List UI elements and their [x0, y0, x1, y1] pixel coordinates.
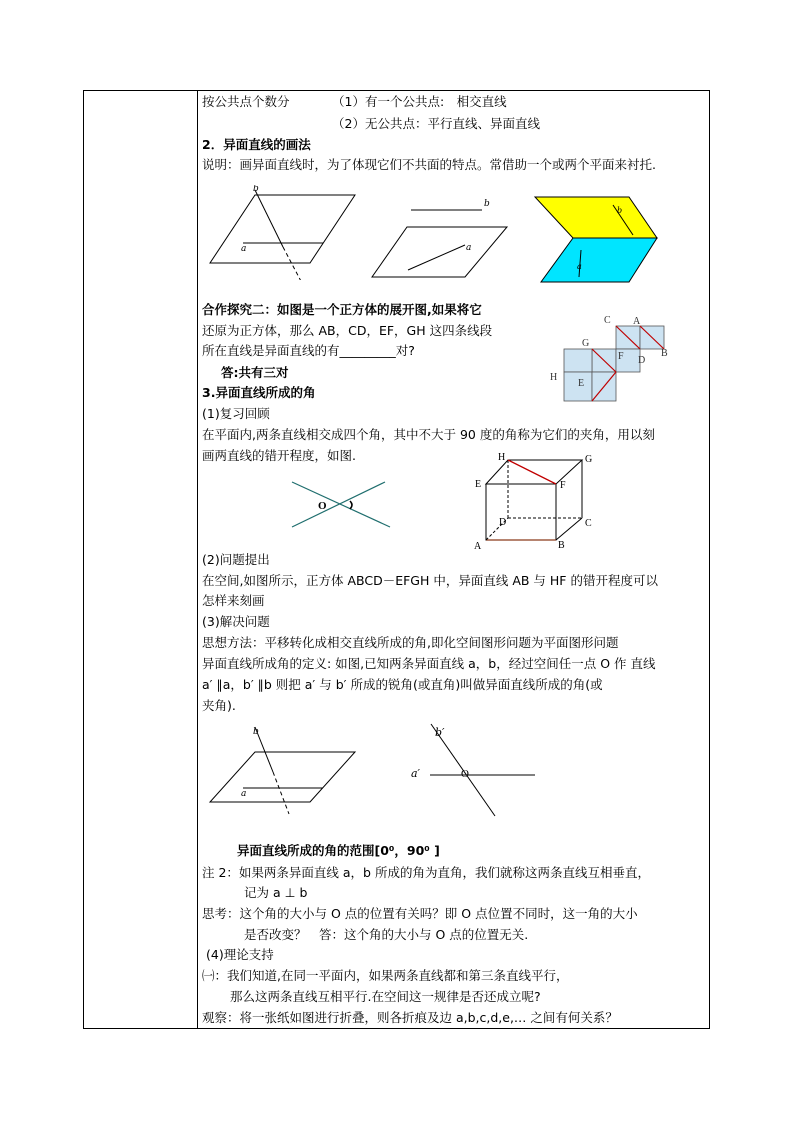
- label-b: b: [617, 206, 623, 215]
- two-planes-figure: [533, 195, 663, 290]
- skew-lines-figure-2: [370, 190, 510, 280]
- review-heading: (1)复习回顾: [202, 406, 270, 421]
- skew-lines-figure-3: [205, 722, 365, 817]
- net-label-F: F: [618, 351, 624, 362]
- column-divider: [197, 90, 198, 1029]
- cube-label-G: G: [585, 454, 593, 465]
- label-b: b: [484, 199, 490, 209]
- translated-lines-figure: [405, 720, 540, 820]
- net-label-A: A: [633, 316, 641, 327]
- cube-label-E: E: [475, 479, 482, 490]
- label-a: a: [466, 243, 472, 253]
- net-label-H: H: [550, 372, 558, 383]
- coop-line-1: 合作探究二：如图是一个正方体的展开图,如果将它: [202, 302, 482, 317]
- definition-line-2: a′ ∥a，b′ ∥b 则把 a′ 与 b′ 所成的锐角(或直角)叫做异面直线所成的角(或: [202, 677, 603, 692]
- label-b-prime: b′: [435, 726, 445, 739]
- think-line-1: 思考：这个角的大小与 O 点的位置有关吗？即 O 点位置不同时，这一角的大小: [202, 906, 638, 921]
- question-line-2: 怎样来刻画: [202, 593, 265, 608]
- label-b: b: [253, 727, 259, 737]
- theory-heading: (4)理论支持: [206, 947, 274, 962]
- cube-label-F: F: [560, 480, 566, 491]
- section-heading-2: 2．异面直线的画法: [202, 137, 311, 152]
- review-line-1: 在平面内,两条直线相交成四个角，其中不大于 90 度的角称为它们的夹角，用以刻: [202, 427, 655, 442]
- classify-label: 按公共点个数分: [202, 94, 290, 109]
- note-2-line-1: 注 2：如果两条异面直线 a，b 所成的角为直角，我们就称这两条直线互相垂直，: [202, 865, 650, 880]
- theory-line-2: 那么这两条直线互相平行.在空间这一规律是否还成立呢?: [230, 989, 541, 1004]
- section-heading-3: 3.异面直线所成的角: [202, 385, 316, 400]
- net-label-G: G: [582, 338, 590, 349]
- cube-label-B: B: [558, 540, 565, 551]
- label-O: O: [318, 500, 327, 512]
- theory-line-1: ㈠：我们知道,在同一平面内，如果两条直线都和第三条直线平行，: [202, 968, 569, 983]
- label-a: a: [241, 789, 247, 799]
- review-line-2: 画两直线的错开程度，如图.: [202, 448, 356, 463]
- cube-label-C: C: [585, 518, 592, 529]
- cube-label-H: H: [498, 452, 506, 463]
- cube-label-A: A: [474, 541, 482, 552]
- question-line-1: 在空间,如图所示，正方体 ABCD－EFGH 中，异面直线 AB 与 HF 的错开程度可以: [202, 573, 658, 588]
- solve-heading: (3)解决问题: [202, 614, 270, 629]
- skew-lines-figure-1: [205, 185, 365, 280]
- label-a-prime: a′: [411, 767, 421, 780]
- coop-line-3: 所在直线是异面直线的有_________对?: [202, 343, 415, 358]
- label-a: a: [577, 262, 582, 271]
- coop-line-2: 还原为正方体，那么 AB，CD，EF，GH 这四条线段: [202, 323, 493, 338]
- cube-figure: [470, 448, 600, 553]
- net-label-D: D: [638, 355, 646, 366]
- cube-net-figure: [545, 313, 675, 408]
- question-heading: (2)问题提出: [202, 552, 270, 567]
- definition-line-3: 夹角).: [202, 698, 236, 713]
- classify-no-point: （2）无公共点：平行直线、异面直线: [332, 116, 540, 131]
- observe-line: 观察：将一张纸如图进行折叠，则各折痕及边 a,b,c,d,e,… 之间有何关系？: [202, 1010, 618, 1025]
- label-O: O: [461, 768, 469, 780]
- label-b: b: [253, 185, 259, 194]
- net-label-C: C: [604, 315, 611, 326]
- think-line-2: 是否改变？ 答：这个角的大小与 O 点的位置无关.: [244, 927, 529, 942]
- definition-line-1: 异面直线所成角的定义: 如图,已知两条异面直线 a，b，经过空间任一点 O 作 直线: [202, 656, 656, 671]
- net-label-B: B: [661, 348, 668, 359]
- answer-text: 答:共有三对: [221, 365, 289, 380]
- drawing-explanation: 说明：画异面直线时，为了体现它们不共面的特点。常借助一个或两个平面来衬托.: [202, 157, 656, 172]
- net-label-E: E: [578, 378, 585, 389]
- intersecting-lines-figure: [288, 477, 396, 533]
- angle-range: 异面直线所成的角的范围[0⁰，90⁰ ]: [237, 843, 440, 858]
- label-a: a: [241, 244, 247, 254]
- note-2-line-2: 记为 a ⊥ b: [244, 885, 308, 900]
- cube-label-D: D: [499, 517, 507, 528]
- method-text: 思想方法：平移转化成相交直线所成的角,即化空间图形问题为平面图形问题: [202, 635, 619, 650]
- classify-one-point: （1）有一个公共点: 相交直线: [332, 94, 507, 109]
